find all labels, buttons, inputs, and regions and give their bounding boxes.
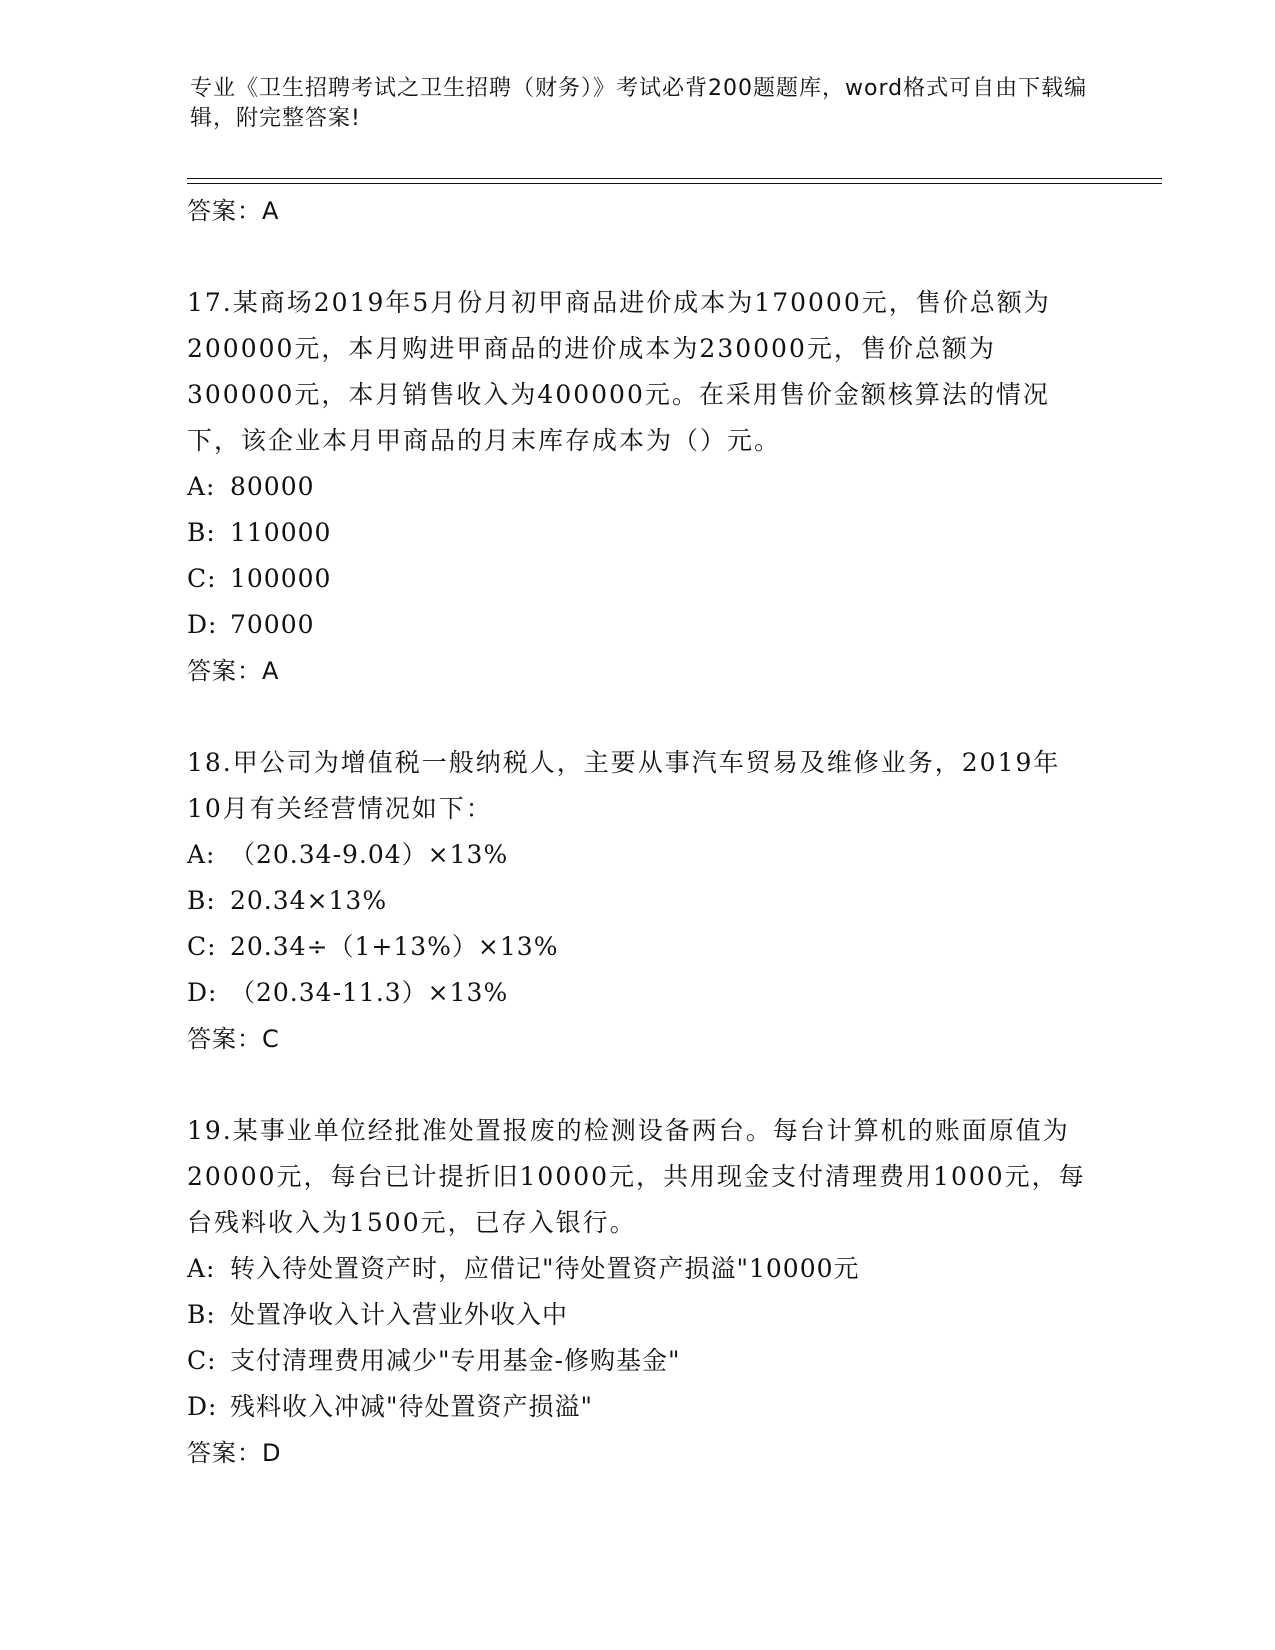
option-a bbox=[187, 464, 1087, 510]
header-divider-top bbox=[187, 178, 1162, 179]
option-b bbox=[187, 510, 1087, 556]
option-label: C: bbox=[187, 1346, 217, 1375]
option-label: D: bbox=[187, 610, 218, 639]
option-label: D: bbox=[187, 1392, 218, 1421]
answer-line: 答案：C bbox=[187, 1025, 280, 1053]
option-d bbox=[187, 602, 1087, 648]
answer-line: 答案：D bbox=[187, 1439, 282, 1467]
option-d bbox=[187, 1384, 1087, 1430]
option-a bbox=[187, 1246, 1087, 1292]
option-c bbox=[187, 1338, 1087, 1384]
option-label: C: bbox=[187, 932, 217, 961]
option-label: C: bbox=[187, 564, 217, 593]
answer-line: 答案：A bbox=[187, 657, 280, 685]
option-text: （20.34-11.3）×13% bbox=[230, 978, 509, 1007]
option-label: B: bbox=[187, 518, 216, 547]
option-text: 110000 bbox=[230, 518, 332, 547]
question-stem: 17.某商场2019年5月份月初甲商品进价成本为170000元，售价总额为200000元，本月购进甲商品的进价成本为230000元，售价总额为300000元，本月销售收入为400000元。在采用售价金额核算法的情况下，该企业本月甲商品的月末库存成本为（）元。 bbox=[187, 288, 1051, 455]
answer-line: 答案：A bbox=[187, 197, 280, 225]
header-divider-bottom bbox=[187, 183, 1162, 184]
option-b bbox=[187, 878, 1087, 924]
option-text: 处置净收入计入营业外收入中 bbox=[230, 1300, 569, 1329]
option-b bbox=[187, 1292, 1087, 1338]
option-label: D: bbox=[187, 978, 218, 1007]
option-label: A: bbox=[187, 1254, 216, 1283]
option-text: 20.34×13% bbox=[230, 886, 388, 915]
question-block bbox=[187, 740, 1087, 1062]
option-label: A: bbox=[187, 840, 216, 869]
option-text: 80000 bbox=[230, 472, 315, 501]
option-label: A: bbox=[187, 472, 216, 501]
option-text: 转入待处置资产时，应借记"待处置资产损溢"10000元 bbox=[230, 1254, 860, 1283]
question-stem: 19.某事业单位经批准处置报废的检测设备两台。每台计算机的账面原值为20000元，每台已计提折旧10000元，共用现金支付清理费用1000元，每台残料收入为1500元，已存入银行。 bbox=[187, 1116, 1086, 1237]
question-stem: 18.甲公司为增值税一般纳税人，主要从事汽车贸易及维修业务，2019年10月有关经营情况如下： bbox=[187, 748, 1061, 823]
question-list bbox=[187, 188, 1087, 1476]
option-text: 100000 bbox=[230, 564, 332, 593]
page-header: 专业《卫生招聘考试之卫生招聘（财务）》考试必背200题题库，word格式可自由下载编辑，附完整答案! bbox=[190, 76, 1088, 131]
option-text: 20.34÷（1+13%）×13% bbox=[230, 932, 559, 961]
option-a bbox=[187, 832, 1087, 878]
option-text: （20.34-9.04）×13% bbox=[230, 840, 509, 869]
option-text: 残料收入冲减"待处置资产损溢" bbox=[230, 1392, 593, 1421]
option-text: 支付清理费用减少"专用基金-修购基金" bbox=[230, 1346, 681, 1375]
option-c bbox=[187, 556, 1087, 602]
option-label: B: bbox=[187, 1300, 216, 1329]
question-block bbox=[187, 1108, 1087, 1476]
option-c bbox=[187, 924, 1087, 970]
question-block bbox=[187, 280, 1087, 694]
option-text: 70000 bbox=[230, 610, 315, 639]
option-label: B: bbox=[187, 886, 216, 915]
option-d bbox=[187, 970, 1087, 1016]
